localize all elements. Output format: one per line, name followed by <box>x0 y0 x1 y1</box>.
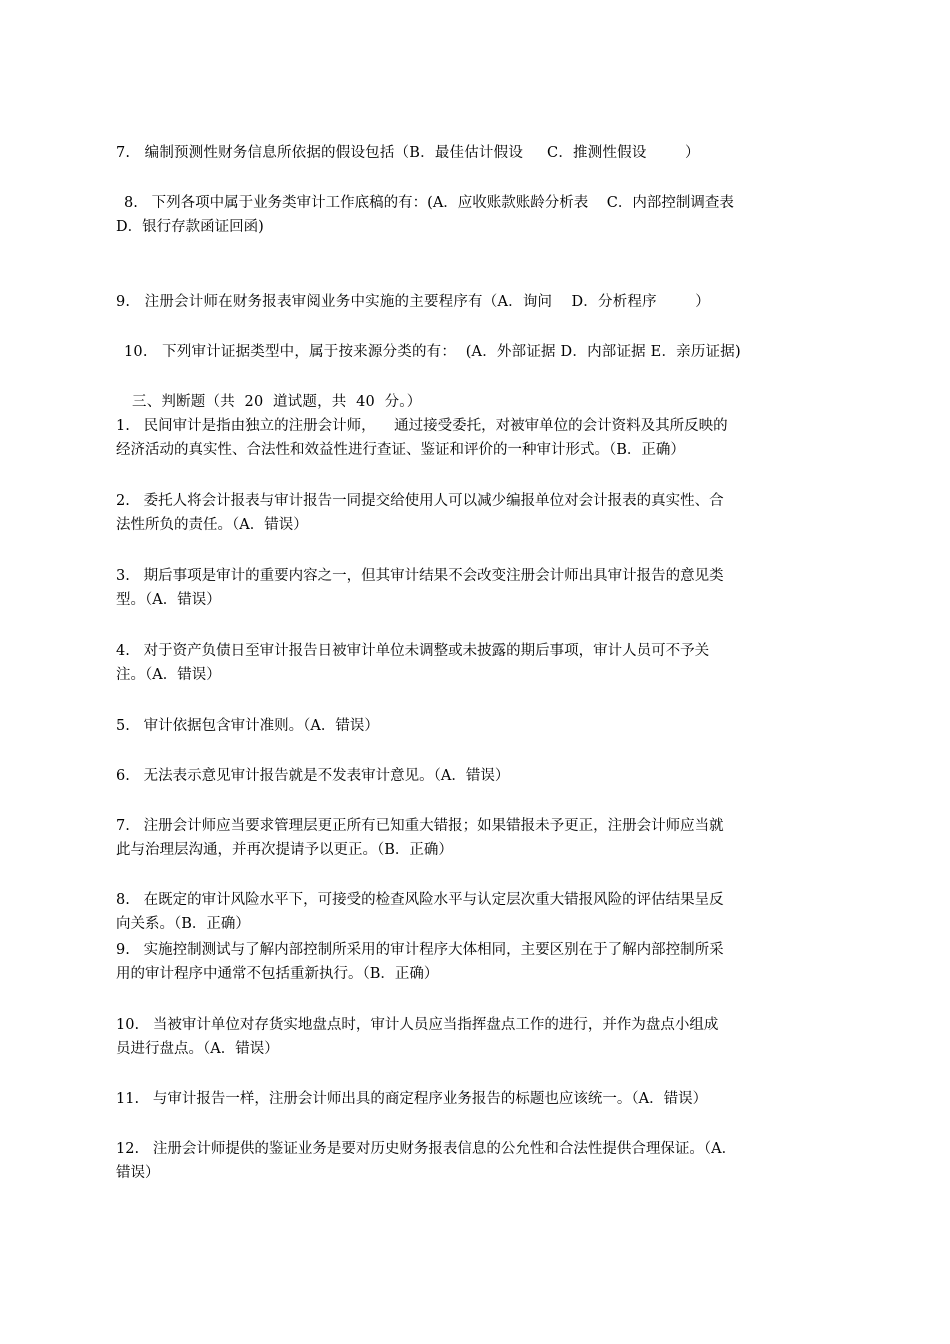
judgement-item-12-line-1: 12. 注册会计师提供的鉴证业务是要对历史财务报表信息的公允性和合法性提供合理保证。（A． <box>116 1141 737 1157</box>
judgement-item-4-line-2: 注。（A．错误） <box>116 667 221 683</box>
question-7-multi: 7. 编制预测性财务信息所依据的假设包括（B．最佳估计假设 C．推测性假设 ） <box>116 145 700 161</box>
section-title-judgement: 三、判断题（共 20 道试题，共 40 分。） <box>132 394 422 410</box>
judgement-item-10-line-2: 员进行盘点。（A．错误） <box>116 1041 279 1057</box>
judgement-item-3-line-1: 3. 期后事项是审计的重要内容之一，但其审计结果不会改变注册会计师出具审计报告的意见类 <box>116 568 724 584</box>
judgement-item-2-line-1: 2. 委托人将会计报表与审计报告一同提交给使用人可以减少编报单位对会计报表的真实性、合 <box>116 493 724 509</box>
question-8-multi-cont <box>116 215 808 239</box>
judgement-item-9-line-1: 9. 实施控制测试与了解内部控制所采用的审计程序大体相同，主要区别在于了解内部控制所采 <box>116 942 724 958</box>
judgement-item-10-line-1: 10. 当被审计单位对存货实地盘点时，审计人员应当指挥盘点工作的进行，并作为盘点小组成 <box>116 1017 719 1033</box>
judgement-item-11-line-1: 11. 与审计报告一样，注册会计师出具的商定程序业务报告的标题也应该统一。（A．错误） <box>116 1091 708 1107</box>
question-8-line-2: D．银行存款函证回函) <box>116 219 264 235</box>
judgement-item-8-line-2: 向关系。（B．正确） <box>116 916 250 932</box>
question-9-multi: 9. 注册会计师在财务报表审阅业务中实施的主要程序有（A．询问 D．分析程序 ） <box>116 294 710 310</box>
judgement-item-3-line-2: 型。（A．错误） <box>116 592 221 608</box>
judgement-item-5-line-1: 5. 审计依据包含审计准则。（A．错误） <box>116 718 379 734</box>
judgement-item-7-line-2: 此与治理层沟通，并再次提请予以更正。（B．正确） <box>116 842 453 858</box>
judgement-item-9 <box>116 938 808 986</box>
judgement-item-8-line-1: 8. 在既定的审计风险水平下，可接受的检查风险水平与认定层次重大错报风险的评估结果呈反 <box>116 892 724 908</box>
judgement-item-7-line-1: 7. 注册会计师应当要求管理层更正所有已知重大错报；如果错报未予更正，注册会计师应当就 <box>116 818 724 834</box>
judgement-item-5 <box>116 714 808 738</box>
judgement-item-4 <box>116 639 808 687</box>
question-8-multi <box>124 191 808 215</box>
question-10-multi: 10. 下列审计证据类型中，属于按来源分类的有： (A．外部证据 D．内部证据 E．亲历证据) <box>124 344 741 360</box>
judgement-item-4-line-1: 4. 对于资产负债日至审计报告日被审计单位未调整或未披露的期后事项，审计人员可不予关 <box>116 643 710 659</box>
question-8-line-1: 8. 下列各项中属于业务类审计工作底稿的有：(A．应收账款账龄分析表 C．内部控制调查表 <box>124 195 734 211</box>
judgement-item-3 <box>116 564 808 612</box>
judgement-item-6-line-1: 6. 无法表示意见审计报告就是不发表审计意见。（A．错误） <box>116 768 510 784</box>
judgement-item-6 <box>116 764 808 788</box>
judgement-item-2-line-2: 法性所负的责任。（A．错误） <box>116 517 308 533</box>
judgement-item-1-line-2: 经济活动的真实性、合法性和效益性进行查证、鉴证和评价的一种审计形式。（B．正确） <box>116 442 685 458</box>
judgement-item-2 <box>116 489 808 537</box>
judgement-item-7 <box>116 814 808 862</box>
judgement-item-12 <box>116 1137 808 1185</box>
judgement-item-8 <box>116 888 808 936</box>
judgement-item-9-line-2: 用的审计程序中通常不包括重新执行。（B．正确） <box>116 966 439 982</box>
judgement-item-12-line-2: 错误） <box>116 1165 160 1181</box>
judgement-item-10 <box>116 1013 808 1061</box>
judgement-item-1 <box>116 414 808 462</box>
judgement-item-11 <box>116 1087 808 1111</box>
judgement-item-1-line-1: 1. 民间审计是指由独立的注册会计师， 通过接受委托，对被审单位的会计资料及其所反映的 <box>116 418 728 434</box>
